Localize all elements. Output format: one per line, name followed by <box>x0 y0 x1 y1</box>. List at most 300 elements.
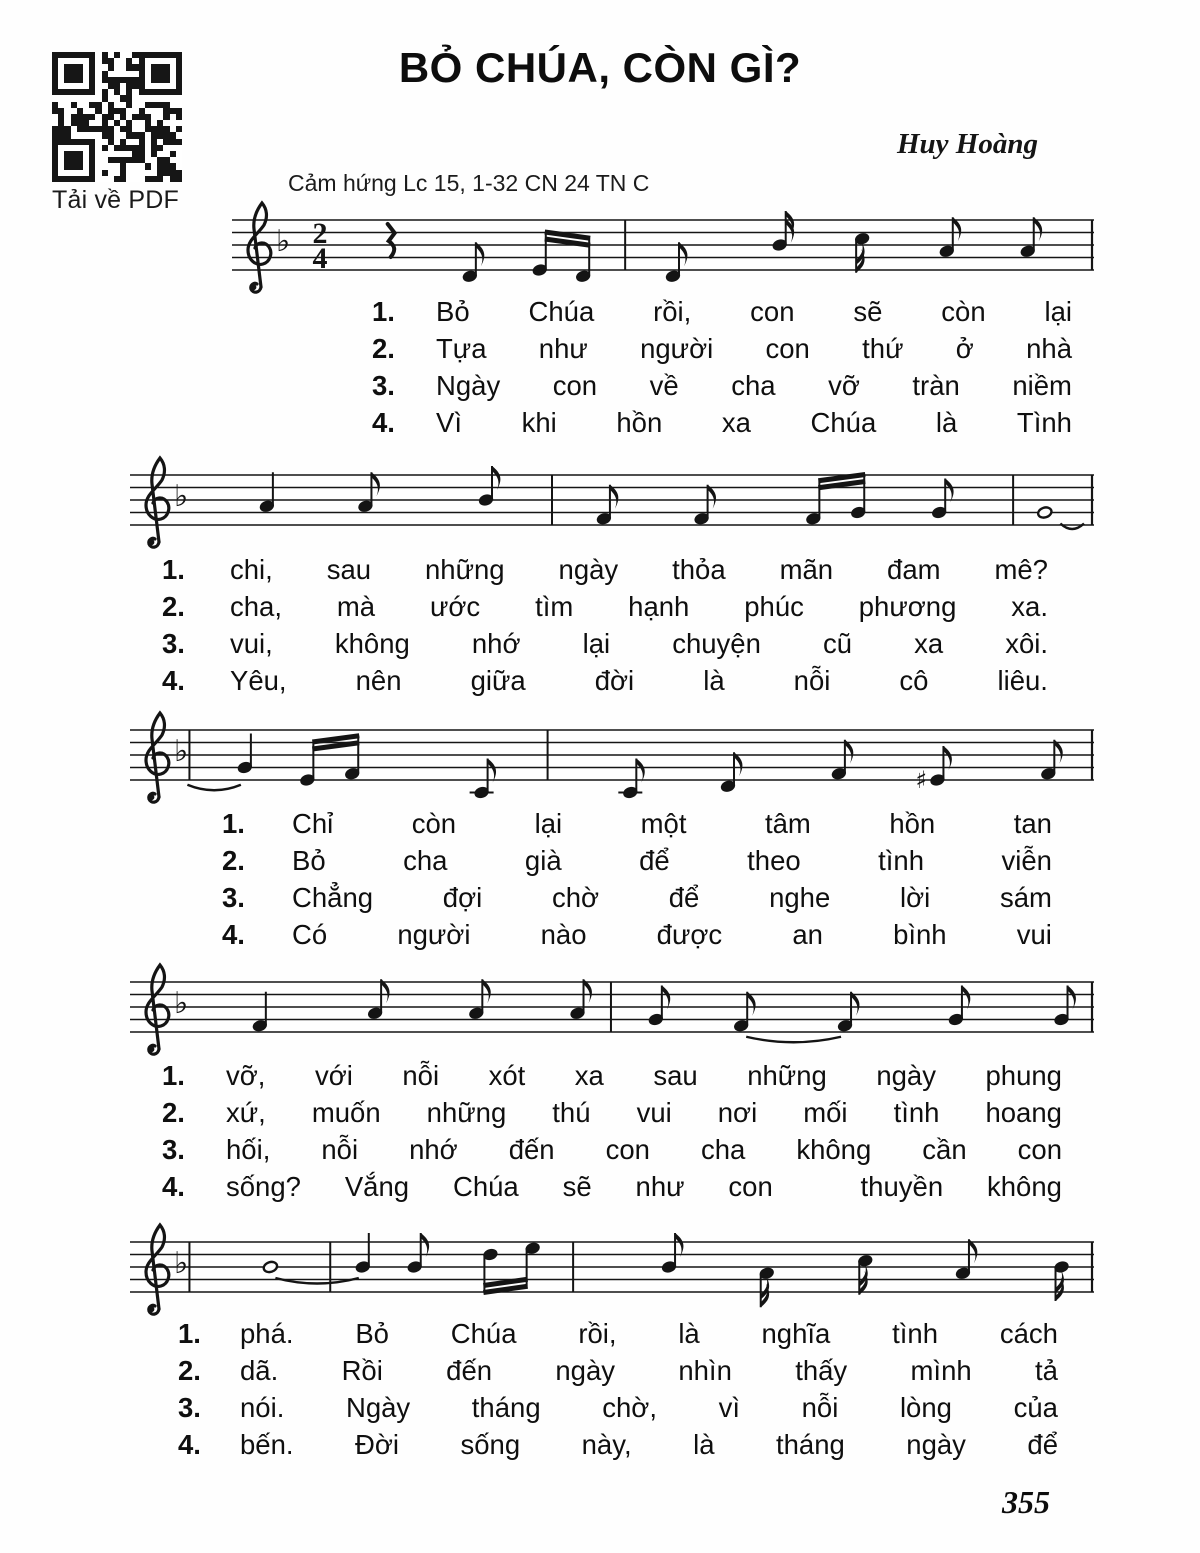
verse-line <box>162 665 1048 702</box>
lyric-word: người <box>397 919 471 950</box>
lyric-word: phương <box>858 591 957 622</box>
verse-line <box>162 628 1048 665</box>
lyric-word: những <box>747 1060 827 1091</box>
lyric-word: lại <box>582 628 611 659</box>
half-note <box>262 1260 278 1274</box>
staff-svg <box>130 952 1094 1070</box>
lyric-word: để <box>639 845 670 876</box>
lyric-word: hồn <box>616 407 663 438</box>
time-signature-numerator: 2 <box>312 217 328 250</box>
note-flag <box>962 986 970 1010</box>
lyric-word: Tựa <box>436 333 487 364</box>
lyric-word: ngày <box>906 1429 966 1460</box>
lyric-word: mãn <box>779 554 834 585</box>
music-system-3 <box>130 700 1094 818</box>
qr-label: Tải về PDF <box>52 186 180 214</box>
lyric-word: thú <box>552 1097 591 1128</box>
lyric-word: già <box>524 845 562 876</box>
lyric-word: được <box>656 919 723 950</box>
lyric-word: theo <box>747 845 801 876</box>
flat-sign-icon: ♭ <box>174 986 189 1021</box>
verse-line <box>222 808 1052 845</box>
verse-line <box>372 370 1072 407</box>
note-flag <box>636 759 644 783</box>
verse-line <box>162 591 1048 628</box>
lyric-word: liêu. <box>997 665 1048 696</box>
lyric-word: viễn <box>1001 845 1052 876</box>
lyric-word: ước <box>429 591 481 622</box>
lyric-words-row <box>240 1318 1058 1350</box>
lyric-word: cha <box>403 845 448 876</box>
flat-sign-icon: ♭ <box>174 479 189 514</box>
lyric-word: Ngày <box>436 370 501 401</box>
tie-slur <box>187 785 240 791</box>
lyric-word: là <box>693 1429 715 1460</box>
lyric-word: mình <box>910 1355 972 1386</box>
lyric-word: Tình <box>1016 407 1072 438</box>
lyric-word: cha <box>731 370 776 401</box>
lyric-word: lại <box>1044 296 1072 327</box>
lyric-word: vui, <box>230 628 273 659</box>
eighth-note <box>596 485 618 526</box>
lyric-word: hồn <box>889 808 936 839</box>
lyric-word: cách <box>999 1318 1058 1349</box>
lyric-word: muốn <box>311 1097 381 1128</box>
lyric-words-row <box>230 591 1048 623</box>
verse-line <box>222 919 1052 956</box>
note-flag <box>488 759 496 783</box>
lyric-word: còn <box>941 296 986 327</box>
page-number: 355 <box>1002 1484 1050 1520</box>
lyric-word: đời <box>594 665 635 696</box>
note-flag <box>943 746 951 770</box>
lyric-word: chờ, <box>602 1392 657 1423</box>
lyric-word: sám <box>1000 882 1052 913</box>
lyric-word: sẽ <box>853 296 883 327</box>
verse-line <box>162 1171 1062 1208</box>
lyric-words-row <box>292 808 1052 840</box>
lyric-word: Bỏ <box>292 845 326 876</box>
music-system-2 <box>130 445 1094 563</box>
lyric-word: lời <box>900 882 931 913</box>
lyric-word: với <box>314 1060 353 1091</box>
eighth-note <box>570 979 592 1020</box>
lyric-word: Yêu, <box>230 665 287 696</box>
lyric-word: xa <box>914 628 944 659</box>
lyric-word: đợi <box>442 882 483 913</box>
lyric-word: cha, <box>230 591 282 622</box>
lyric-word: mà <box>336 591 376 622</box>
lyric-word: Chúa <box>450 1318 517 1349</box>
note-flag <box>747 992 755 1016</box>
lyric-word: con <box>765 333 810 364</box>
lyric-words-row <box>292 919 1052 951</box>
verse-number: 1. <box>372 296 395 327</box>
lyric-words-row <box>436 407 1072 439</box>
eighth-note <box>955 1239 977 1280</box>
lyric-word: mê? <box>994 554 1048 585</box>
lyric-word: con <box>605 1134 650 1165</box>
note-flag <box>371 472 379 496</box>
music-system-4 <box>130 952 1094 1070</box>
staff-svg <box>130 700 1094 818</box>
treble-clef-icon <box>248 203 271 292</box>
time-signature-denominator: 4 <box>312 242 328 275</box>
quarter-note <box>355 1233 371 1274</box>
verse-line <box>222 882 1052 919</box>
quarter-rest <box>388 224 395 257</box>
verse-line <box>162 1097 1062 1134</box>
lyric-word: chuyện <box>672 628 761 659</box>
lyric-word: con <box>750 296 795 327</box>
verse-number: 2. <box>178 1355 201 1386</box>
lyric-word: sống? <box>226 1171 301 1202</box>
eighth-note <box>462 242 484 283</box>
lyric-word: sau <box>653 1060 698 1091</box>
eighth-note <box>694 485 716 526</box>
lyric-word: mối <box>803 1097 848 1128</box>
verse-number: 1. <box>162 554 185 585</box>
verse-block-1 <box>372 296 1072 444</box>
verse-block-4 <box>162 1060 1062 1208</box>
lyric-word: tâm <box>764 808 811 839</box>
lyric-word: đam <box>887 554 941 585</box>
verse-number: 4. <box>372 407 395 438</box>
lyric-word: nghĩa <box>761 1318 831 1349</box>
treble-clef-icon <box>146 458 169 547</box>
lyric-word: Chúa <box>452 1171 519 1202</box>
tie-slur <box>746 1037 841 1043</box>
song-title: BỎ CHÚA, CÒN GÌ? <box>398 44 802 91</box>
note-flag <box>476 242 484 266</box>
lyric-words-row <box>226 1060 1062 1092</box>
qr-module <box>176 176 182 182</box>
lyric-word: Rồi <box>341 1355 383 1386</box>
note-flag <box>734 752 742 776</box>
note-flag <box>1054 740 1062 764</box>
lyric-word: giữa <box>470 665 526 696</box>
verse-line <box>178 1429 1058 1466</box>
eighth-note <box>618 759 644 800</box>
lyric-word: phúc <box>744 591 804 622</box>
verse-number: 1. <box>178 1318 201 1349</box>
lyric-words-row <box>240 1429 1058 1461</box>
lyric-words-row <box>230 665 1048 697</box>
lyric-word: cha <box>700 1134 746 1165</box>
verse-number: 4. <box>178 1429 201 1460</box>
note-flag <box>584 979 592 1003</box>
lyric-word: nỗi <box>402 1060 440 1091</box>
lyric-word: cần <box>922 1134 967 1165</box>
lyric-word: vì <box>718 1392 740 1423</box>
lyric-word: khi <box>521 407 557 438</box>
half-note <box>1037 506 1053 520</box>
lyric-word: hạnh <box>628 591 690 622</box>
lyric-word: thấy <box>795 1355 848 1386</box>
note-flag <box>1034 217 1042 241</box>
verse-number: 4. <box>162 1171 185 1202</box>
lyric-word: xa. <box>1011 591 1048 622</box>
lyric-word: nỗi <box>793 665 831 696</box>
eighth-note <box>831 740 853 781</box>
eighth-note <box>665 242 687 283</box>
eighth-note <box>720 752 742 793</box>
note-flag <box>945 479 953 503</box>
lyric-word: Vì <box>436 407 462 438</box>
verse-line <box>178 1392 1058 1429</box>
lyric-words-row <box>436 370 1072 402</box>
verse-number: 3. <box>178 1392 201 1423</box>
lyric-word: tả <box>1034 1355 1058 1386</box>
lyric-word: an <box>792 919 823 950</box>
lyric-word: chi, <box>230 554 273 585</box>
lyric-word: nên <box>355 665 402 696</box>
lyric-word: không <box>334 628 410 659</box>
verse-line <box>222 845 1052 882</box>
lyric-word: phá. <box>240 1318 294 1349</box>
note-flag <box>679 242 687 266</box>
lyric-word: tràn <box>912 370 960 401</box>
lyric-word: xứ, <box>226 1097 266 1128</box>
verse-number: 2. <box>162 1097 185 1128</box>
verse-line <box>372 296 1072 333</box>
quarter-note <box>252 992 268 1033</box>
lyric-word: Có <box>292 919 328 950</box>
staff-svg <box>130 445 1094 563</box>
lyric-words-row <box>436 333 1072 365</box>
lyric-word: vui <box>1016 919 1052 950</box>
lyric-word: nhớ <box>471 628 521 659</box>
lyric-word: Chỉ <box>292 808 334 839</box>
note-flag <box>969 1239 977 1263</box>
lyric-word: lại <box>534 808 563 839</box>
lyric-word: để <box>668 882 700 913</box>
lyric-word: ngày <box>558 554 619 585</box>
sixteenth-note <box>1054 1260 1070 1301</box>
eighth-note <box>939 217 961 258</box>
sixteenth-note <box>854 232 870 273</box>
verse-line <box>162 1134 1062 1171</box>
lyric-word: là <box>678 1318 700 1349</box>
lyric-word: không <box>796 1134 872 1165</box>
verse-number: 1. <box>222 808 245 839</box>
sixteenth-note <box>857 1254 873 1295</box>
lyric-word: Chúa <box>810 407 877 438</box>
lyric-words-row <box>226 1171 1062 1203</box>
lyric-word: vui <box>636 1097 672 1128</box>
lyric-word: sau <box>326 554 372 585</box>
lyric-word: rồi, <box>653 296 692 327</box>
lyric-word: Vắng <box>344 1171 410 1202</box>
lyric-word: Chẳng <box>292 882 374 913</box>
lyric-word: ngày <box>555 1355 616 1386</box>
lyric-word: như <box>538 333 588 364</box>
lyric-words-row <box>240 1355 1058 1387</box>
lyric-word: lòng <box>899 1392 952 1423</box>
lyric-word: cô <box>899 665 929 696</box>
lyric-word: là <box>935 407 958 438</box>
verse-number: 2. <box>222 845 245 876</box>
lyric-word: xót <box>488 1060 526 1091</box>
lyric-word: một <box>640 808 687 839</box>
lyric-words-row <box>292 882 1052 914</box>
eighth-note <box>470 759 496 800</box>
note-flag <box>662 986 670 1010</box>
lyric-words-row <box>436 296 1072 328</box>
lyric-word: ở <box>955 333 974 364</box>
verse-number: 2. <box>162 591 185 622</box>
lyric-word: xa <box>721 407 751 438</box>
note-flag <box>675 1233 683 1257</box>
lyric-word: về <box>649 370 679 401</box>
lyric-word: những <box>425 554 505 585</box>
lyric-word: người <box>640 333 714 364</box>
lyric-word: vỡ, <box>226 1060 266 1091</box>
music-system-1 <box>232 190 1094 308</box>
lyric-word: hối, <box>226 1134 271 1165</box>
lyric-word: nghe <box>769 882 831 913</box>
note-head <box>262 1260 278 1274</box>
lyric-words-row <box>226 1134 1062 1166</box>
note-flag <box>610 485 618 509</box>
verse-line <box>178 1355 1058 1392</box>
verse-number: 4. <box>222 919 245 950</box>
verse-block-3 <box>222 808 1052 956</box>
lyric-words-row <box>292 845 1052 877</box>
note-flag <box>482 979 490 1003</box>
flat-sign-icon: ♭ <box>276 224 291 259</box>
eighth-note <box>1040 740 1062 781</box>
verse-number: 2. <box>372 333 395 364</box>
verse-number: 3. <box>162 628 185 659</box>
verse-line <box>372 333 1072 370</box>
verse-number: 3. <box>372 370 395 401</box>
eighth-note <box>367 979 389 1020</box>
beam <box>312 736 359 742</box>
lyric-word: bình <box>893 919 947 950</box>
lyric-word: nơi <box>717 1097 758 1128</box>
lyric-word: Đời <box>355 1429 400 1460</box>
lyric-word: nói. <box>240 1392 285 1423</box>
note-flag <box>1068 986 1076 1010</box>
lyric-words-row <box>230 628 1048 660</box>
lyric-word: để <box>1027 1429 1058 1460</box>
lyric-words-row <box>240 1392 1058 1424</box>
lyric-word: Bỏ <box>355 1318 389 1349</box>
note-flag <box>953 217 961 241</box>
verse-line <box>178 1318 1058 1355</box>
lyric-word: cũ <box>822 628 852 659</box>
note-flag <box>845 740 853 764</box>
lyric-word: Ngày <box>345 1392 411 1423</box>
lyric-word: hoang <box>985 1097 1062 1128</box>
lyric-words-row <box>230 554 1048 586</box>
lyric-word: nỗi <box>801 1392 839 1423</box>
note-head <box>1037 506 1053 520</box>
inspiration-caption: Cảm hứng Lc 15, 1-32 CN 24 TN C <box>288 170 650 196</box>
composer-name: Huy Hoàng <box>897 128 1038 160</box>
lyric-word: bến. <box>240 1429 294 1460</box>
lyric-word: tìm <box>535 591 574 622</box>
lyric-word: xôi. <box>1005 628 1048 659</box>
treble-clef-icon <box>146 713 169 802</box>
verse-number: 1. <box>162 1060 185 1091</box>
verse-number: 4. <box>162 665 185 696</box>
lyric-word: tình <box>892 1318 939 1349</box>
eighth-note <box>915 746 951 794</box>
lyric-word: nhà <box>1026 333 1072 364</box>
verse-block-2 <box>162 554 1048 702</box>
lyric-word: tan <box>1013 808 1052 839</box>
lyric-word: dã. <box>240 1355 279 1386</box>
verse-number: 3. <box>222 882 245 913</box>
verse-number: 3. <box>162 1134 185 1165</box>
lyric-word: là <box>703 665 725 696</box>
lyric-word: tháng <box>471 1392 541 1423</box>
lyric-word: không <box>987 1171 1062 1202</box>
lyric-word: tình <box>893 1097 940 1128</box>
note-flag <box>492 466 500 490</box>
quarter-note <box>237 734 253 775</box>
lyric-word: tình <box>878 845 925 876</box>
lyric-word: con <box>552 370 598 401</box>
note-flag <box>708 485 716 509</box>
eighth-note <box>733 992 755 1033</box>
quarter-note <box>259 472 275 513</box>
music-system-5 <box>130 1212 1094 1330</box>
lyric-word: ngày <box>876 1060 936 1091</box>
note-flag <box>381 979 389 1003</box>
lyric-word: thuyền <box>860 1171 944 1202</box>
lyric-word: những <box>426 1097 507 1128</box>
lyric-word: nỗi <box>321 1134 359 1165</box>
lyric-word: phung <box>985 1060 1062 1091</box>
eighth-note <box>1020 217 1042 258</box>
lyric-word: đến <box>508 1134 555 1165</box>
lyric-word: niềm <box>1012 370 1072 401</box>
note-flag <box>851 992 859 1016</box>
lyric-word: như <box>635 1171 685 1202</box>
lyric-word: vỡ <box>828 370 860 401</box>
treble-clef-icon <box>146 965 169 1054</box>
lyric-word: còn <box>411 808 457 839</box>
lyric-word: tháng <box>775 1429 845 1460</box>
lyric-word: của <box>1013 1392 1058 1423</box>
eighth-note <box>468 979 490 1020</box>
lyric-word: đến <box>446 1355 493 1386</box>
note-flag <box>421 1233 429 1257</box>
lyric-word: sẽ <box>562 1171 592 1202</box>
lyric-word: sống <box>460 1429 521 1460</box>
lyric-word: nào <box>540 919 587 950</box>
sharp-sign-icon: ♯ <box>915 766 928 794</box>
eighth-note <box>837 992 859 1033</box>
treble-clef-icon <box>146 1225 169 1314</box>
staff-svg <box>130 1212 1094 1330</box>
lyric-word: thỏa <box>672 554 726 585</box>
lyric-word: Bỏ <box>436 296 470 327</box>
lyric-word: nhớ <box>409 1134 458 1165</box>
staff-svg <box>232 190 1094 308</box>
lyric-word: Chúa <box>528 296 595 327</box>
eighth-note <box>357 472 379 513</box>
lyric-word: này, <box>581 1429 632 1460</box>
lyric-word: xa <box>574 1060 604 1091</box>
lyric-word: con <box>1017 1134 1062 1165</box>
lyric-words-row <box>226 1097 1062 1129</box>
verse-line <box>162 1060 1062 1097</box>
verse-block-5 <box>178 1318 1058 1466</box>
